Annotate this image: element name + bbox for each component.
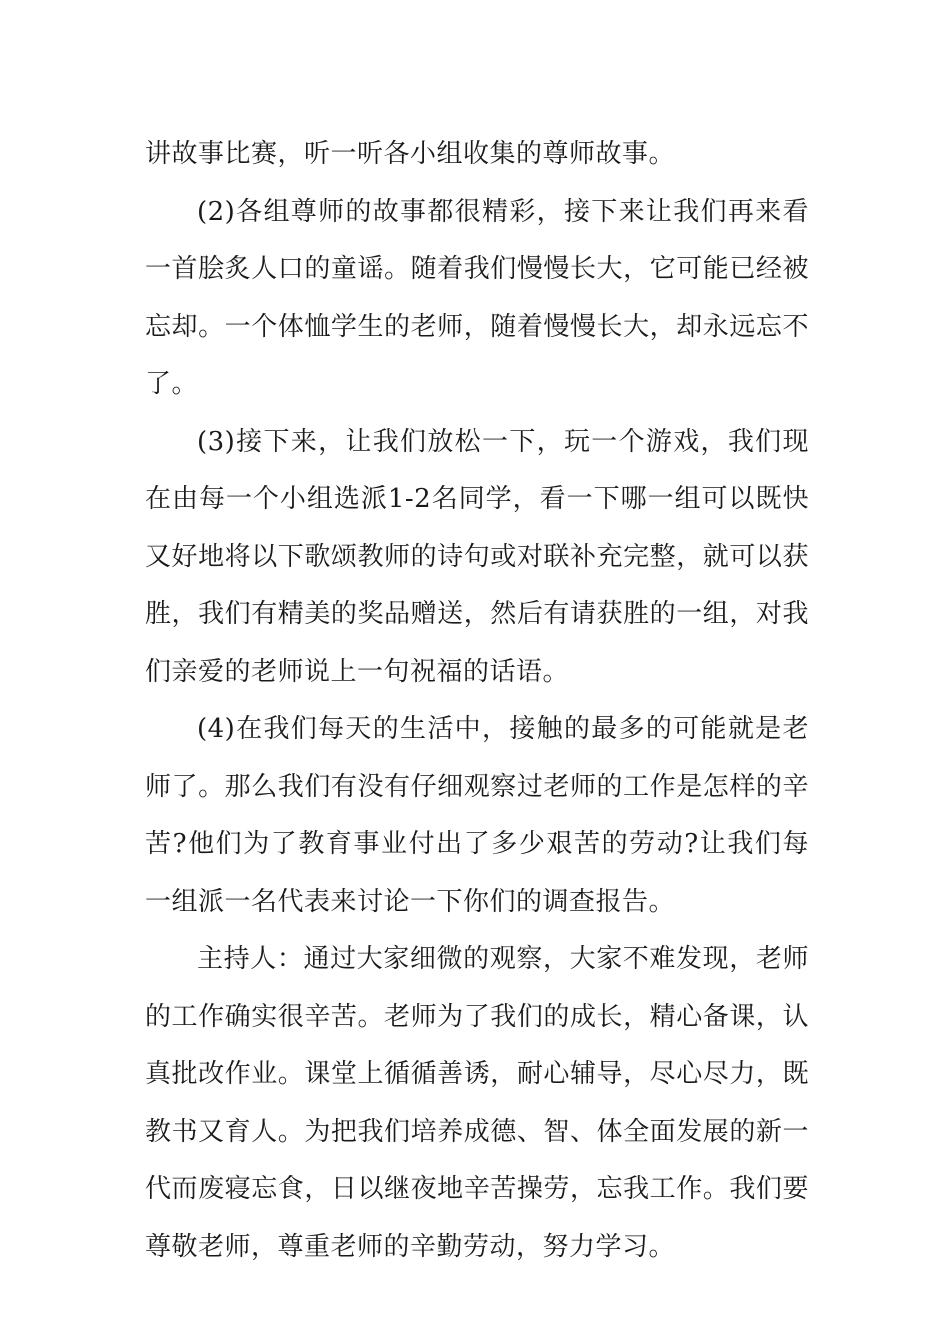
paragraph-host-speech: 主持人：通过大家细微的观察，大家不难发现，老师的工作确实很辛苦。老师为了我们的成长，精心备课，认真批改作业。课堂上循循善诱，耐心辅导，尽心尽力，既教书又育人。为把我们培养成德、智、体全面发展的新一代而废寝忘食，日以继夜地辛苦操劳，忘我工作。我们要尊敬老师，尊重老师的辛勤劳动，努力学习。 bbox=[145, 944, 809, 1262]
paragraph-item-2: (2)各组尊师的故事都很精彩，接下来让我们再来看一首脍炙人口的童谣。随着我们慢慢长大，它可能已经被忘却。一个体恤学生的老师，随着慢慢长大，却永远忘不了。 bbox=[145, 196, 809, 399]
paragraph-continuation: 讲故事比赛，听一听各小组收集的尊师故事。 bbox=[145, 139, 676, 169]
paragraph-item-4: (4)在我们每天的生活中，接触的最多的可能就是老师了。那么我们有没有仔细观察过老师的工作是怎样的辛苦?他们为了教育事业付出了多少艰苦的劳动?让我们每一组派一名代表来讨论一下你们的调查报告。 bbox=[145, 714, 809, 917]
document-body bbox=[145, 126, 809, 1276]
paragraph-item-3: (3)接下来，让我们放松一下，玩一个游戏，我们现在由每一个小组选派1-2名同学，看一下哪一组可以既快又好地将以下歌颂教师的诗句或对联补充完整，就可以获胜，我们有精美的奖品赠送，然后有请获胜的一组，对我们亲爱的老师说上一句祝福的话语。 bbox=[145, 426, 809, 687]
